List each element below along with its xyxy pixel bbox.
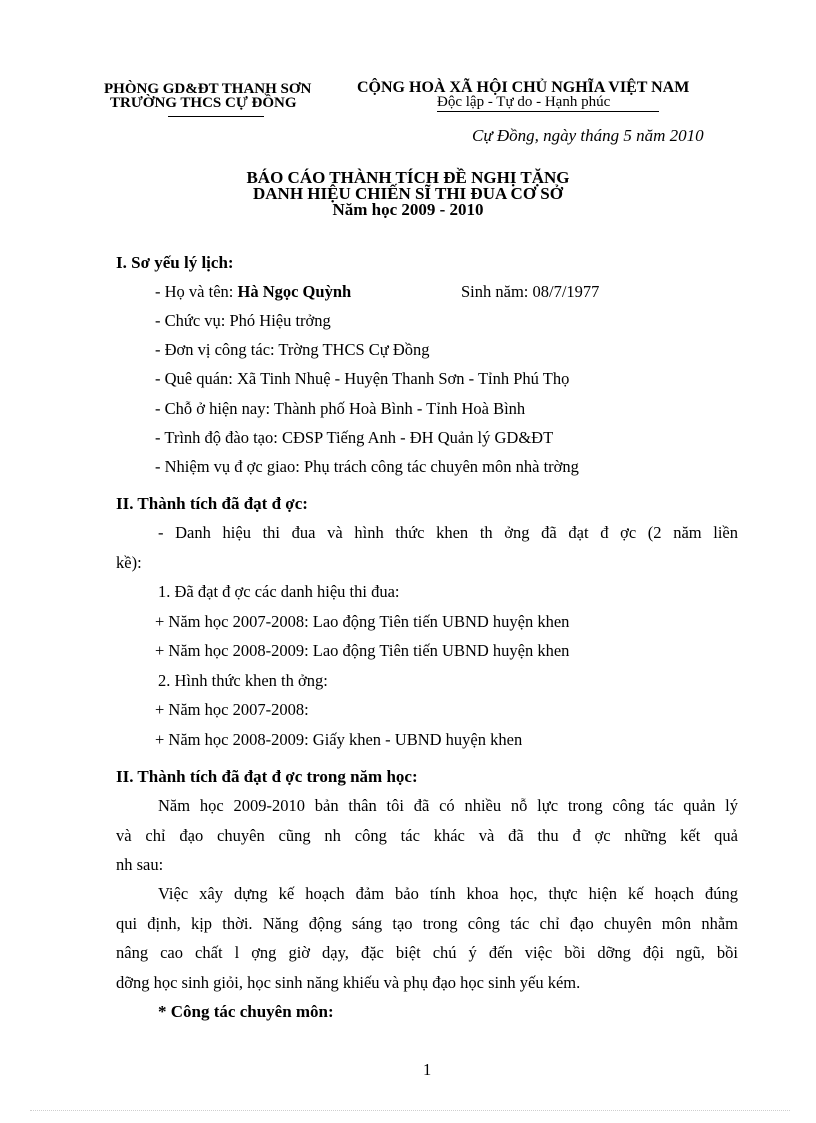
report-title-line3: Năm học 2009 - 2010 [332,200,484,219]
duty-line: - Nhiệm vụ đ ợc giao: Phụ trách công tác chuyên môn nhà trờng [155,457,579,476]
section-2-heading: II. Thành tích đã đạt đ ợc: [116,494,308,513]
reward-2007-2008: + Năm học 2007-2008: [155,700,309,719]
report-title-line1: BÁO CÁO THÀNH TÍCH ĐỀ NGHỊ TẶNG [246,168,570,187]
paragraph-2-line4: dỡng học sinh giỏi, học sinh năng khiếu và phụ đạo học sinh yếu kém. [116,973,581,992]
report-title-line2: DANH HIỆU CHIẾN SĨ THI ĐUA CƠ SỞ [252,184,563,203]
reward-title: 2. Hình thức khen th ởng: [158,671,328,690]
paragraph-2-line3: nâng cao chất l ợng giờ dạy, đặc biệt chú ý đến việc bồi dỡng đội ngũ, bồi [116,943,738,962]
section-2-intro-line1: - Danh hiệu thi đua và hình thức khen th ởng đã đạt đ ợc (2 năm liền [158,523,738,542]
name-row [155,282,351,302]
section-1-heading: I. Sơ yếu lý lịch: [116,253,234,272]
reward-2008-2009: + Năm học 2008-2009: Giấy khen - UBND huyện khen [155,730,523,749]
page-number: 1 [423,1060,432,1079]
achievement-title-1: 1. Đã đạt đ ợc các danh hiệu thi đua: [158,582,400,601]
education-line: - Trình độ đào tạo: CĐSP Tiếng Anh - ĐH Quản lý GD&ĐT [155,428,554,447]
achievement-2008-2009: + Năm học 2008-2009: Lao động Tiên tiến UBND huyện khen [155,641,570,660]
paragraph-1-line2: và chỉ đạo chuyên cũng nh công tác khác và đã thu đ ợc những kết quả [116,826,738,845]
school-name: TRƯỜNG THCS CỰ ĐỒNG [110,95,297,111]
page-bottom-divider [30,1110,790,1111]
birth-date: Sinh năm: 08/7/1977 [461,282,600,301]
position-line: - Chức vụ: Phó Hiệu trởng [155,311,331,330]
professional-work-subheading: * Công tác chuyên môn: [158,1002,334,1021]
workplace-line: - Đơn vị công tác: Trờng THCS Cự Đồng [155,340,430,359]
residence-line: - Chỗ ở hiện nay: Thành phố Hoà Bình - Tỉnh Hoà Bình [155,399,526,418]
name-value: Hà Ngọc Quỳnh [237,282,352,301]
paragraph-1-line3: nh sau: [116,855,164,874]
motto: Độc lập - Tự do - Hạnh phúc [437,94,611,110]
paragraph-1-line1: Năm học 2009-2010 bản thân tôi đã có nhiều nỗ lực trong công tác quản lý [158,796,738,815]
agency-name: PHÒNG GD&ĐT THANH SƠN [104,81,312,97]
section-3-heading: II. Thành tích đã đạt đ ợc trong năm học: [116,767,418,786]
country-name: CỘNG HOÀ XÃ HỘI CHỦ NGHĨA VIỆT NAM [357,79,690,96]
achievement-2007-2008: + Năm học 2007-2008: Lao động Tiên tiến UBND huyện khen [155,612,570,631]
school-name-underline [168,116,264,117]
paragraph-2-line2: qui định, kịp thời. Năng động sáng tạo trong công tác chỉ đạo chuyên môn nhằm [116,914,738,933]
date-line: Cự Đồng, ngày tháng 5 năm 2010 [472,126,704,145]
hometown-line: - Quê quán: Xã Tinh Nhuệ - Huyện Thanh Sơn - Tỉnh Phú Thọ [155,369,570,388]
section-2-intro-line2: kề): [116,553,142,572]
paragraph-2-line1: Việc xây dựng kế hoạch đảm bảo tính khoa học, thực hiện kế hoạch đúng [158,884,738,903]
name-label: - Họ và tên: [155,282,238,301]
motto-underline [437,111,659,112]
